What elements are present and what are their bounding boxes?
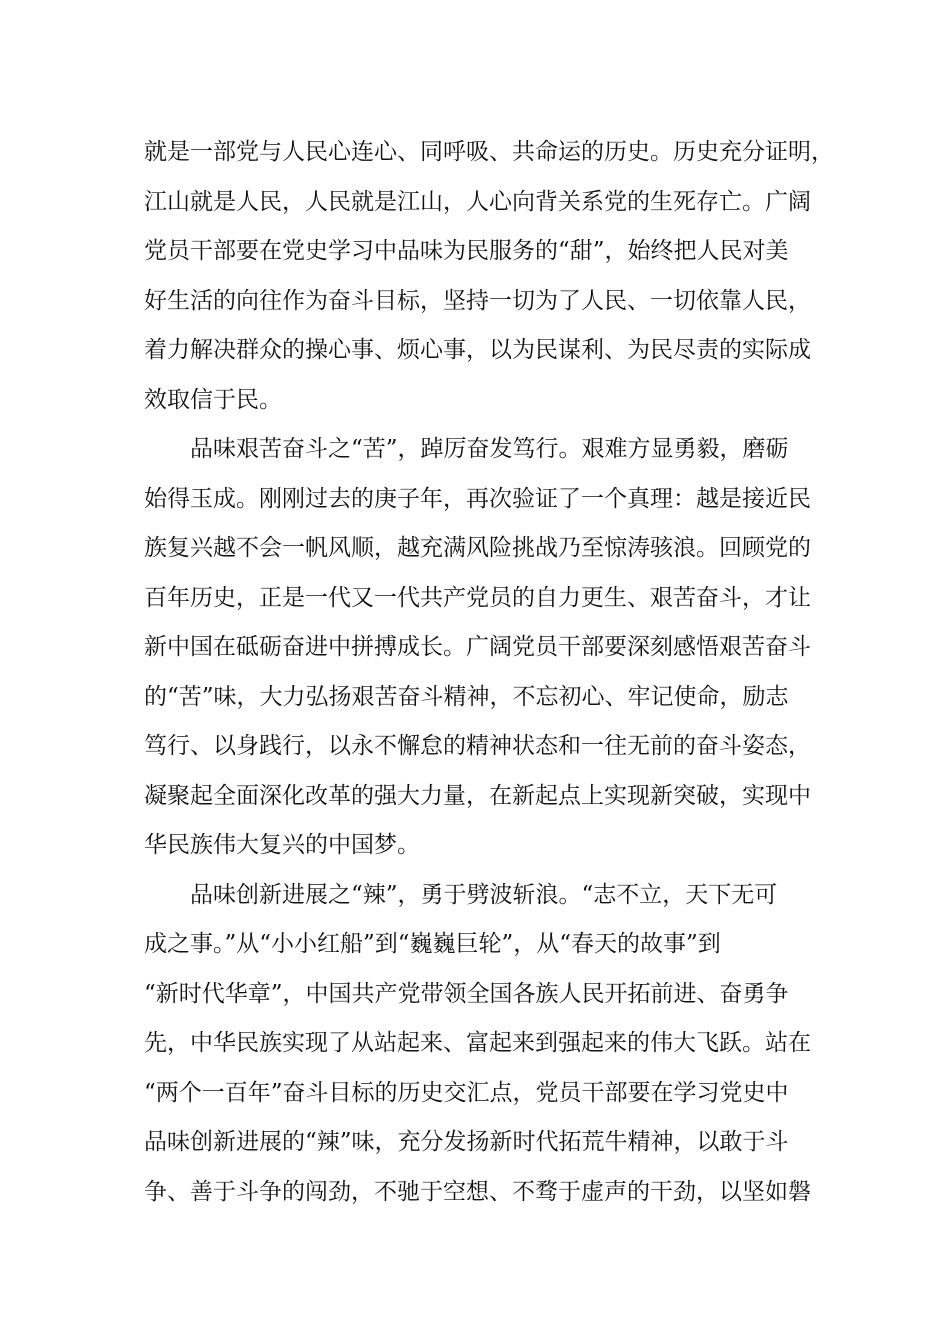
paragraph-line: 就是一部党与人民心连心、同呼吸、共命运的历史。历史充分证明，: [144, 139, 834, 165]
paragraph-line: 新中国在砥砺奋进中拼搏成长。广阔党员干部要深刻感悟艰苦奋斗: [144, 634, 811, 660]
paragraph-line: 始得玉成。刚刚过去的庚子年，再次验证了一个真理：越是接近民: [144, 486, 811, 512]
paragraph-line: 的“苦”味，大力弘扬艰苦奋斗精神，不忘初心、牢记使命，励志: [144, 684, 789, 710]
paragraph-line: “新时代华章”，中国共产党带领全国各族人民开拓前进、奋勇争: [144, 981, 789, 1007]
paragraph-line: 着力解决群众的操心事、烦心事，以为民谋利、为民尽责的实际成: [144, 337, 811, 363]
paragraph-line: 百年历史，正是一代又一代共产党员的自力更生、艰苦奋斗，才让: [144, 585, 811, 611]
paragraph-line: 品味艰苦奋斗之“苦”，踔厉奋发笃行。艰难方显勇毅，磨砺: [190, 436, 789, 462]
paragraph-line: 争、善于斗争的闯劲，不驰于空想、不骛于虚声的干劲，以坚如磐: [144, 1179, 811, 1205]
paragraph-line: 族复兴越不会一帆风顺，越充满风险挑战乃至惊涛骇浪。回顾党的: [144, 535, 811, 561]
paragraph-line: 凝聚起全面深化改革的强大力量，在新起点上实现新突破，实现中: [144, 783, 811, 809]
paragraph-line: 华民族伟大复兴的中国梦。: [144, 832, 420, 858]
paragraph-line: 好生活的向往作为奋斗目标，坚持一切为了人民、一切依靠人民，: [144, 288, 811, 314]
paragraph-line: 成之事。”从“小小红船”到“巍巍巨轮”，从“春天的故事”到: [144, 931, 721, 957]
paragraph-line: 品味创新进展之“辣”，勇于劈波斩浪。“志不立，天下无可: [190, 882, 778, 908]
paragraph-line: 效取信于民。: [144, 387, 282, 413]
paragraph-line: 品味创新进展的“辣”味，充分发扬新时代拓荒牛精神，以敢于斗: [144, 1129, 789, 1155]
paragraph-line: 笃行、以身践行，以永不懈怠的精神状态和一往无前的奋斗姿态，: [144, 733, 811, 759]
paragraph-line: 江山就是人民，人民就是江山，人心向背关系党的生死存亡。广阔: [144, 189, 811, 215]
paragraph-line: 党员干部要在党史学习中品味为民服务的“甜”，始终把人民对美: [144, 238, 789, 264]
paragraph-line: “两个一百年”奋斗目标的历史交汇点，党员干部要在学习党史中: [144, 1080, 789, 1106]
paragraph-line: 先，中华民族实现了从站起来、富起来到强起来的伟大飞跃。站在: [144, 1030, 811, 1056]
